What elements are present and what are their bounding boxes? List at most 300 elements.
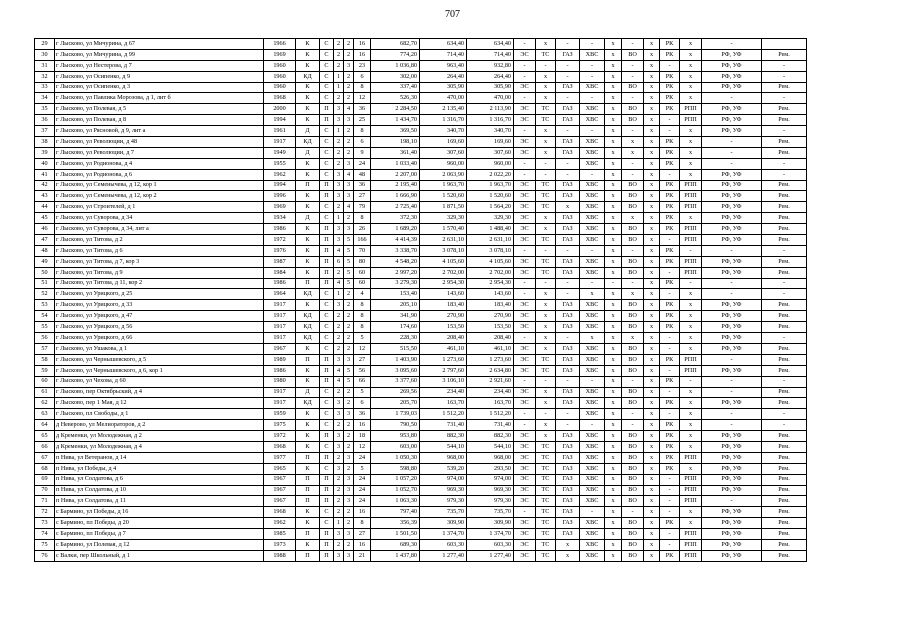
cell-entrances: 2 [334, 322, 344, 333]
table-row [35, 289, 807, 300]
cell-entrances: 2 [334, 539, 344, 550]
cell-residential-area: 3 078,10 [467, 245, 514, 256]
cell-entrances: 2 [334, 39, 344, 50]
cell-wall-type: Д [296, 126, 320, 137]
cell-heating: ТС [536, 115, 556, 126]
cell-material: С [320, 126, 334, 137]
cell-apartments: 21 [354, 550, 371, 561]
cell-water: - [580, 278, 605, 289]
cell-sewer: ВО [622, 398, 644, 409]
cell-power: - [514, 289, 536, 300]
cell-build-year: 1955 [264, 158, 296, 169]
cell-address: г Лысково, ул Чернышевского, д 5 [55, 354, 264, 365]
cell-gas: - [556, 71, 580, 82]
cell-water: ХВС [580, 158, 605, 169]
cell-build-year: 1994 [264, 180, 296, 191]
cell-living-area: 2 702,00 [420, 267, 467, 278]
cell-power: ЭС [514, 463, 536, 474]
cell-entrances: 2 [334, 474, 344, 485]
cell-floors: 3 [344, 496, 354, 507]
cell-heating: - [536, 158, 556, 169]
cell-hot-water: х [605, 485, 622, 496]
cell-stairs: РПП [680, 104, 702, 115]
cell-build-year: 1960 [264, 71, 296, 82]
cell-sewer2: х [644, 49, 660, 60]
cell-roof: РК [660, 104, 680, 115]
cell-material: С [320, 343, 334, 354]
cell-address: д Кременки, ул Молодежная, д 2 [55, 431, 264, 442]
cell-sewer: ВО [622, 224, 644, 235]
cell-build-year: 1972 [264, 431, 296, 442]
cell-sewer: х [622, 137, 644, 148]
cell-material: П [320, 485, 334, 496]
cell-material: С [320, 158, 334, 169]
cell-heating: ТС [536, 463, 556, 474]
cell-stairs: РПП [680, 115, 702, 126]
cell-heating: - [536, 245, 556, 256]
cell-wall-type: К [296, 169, 320, 180]
cell-apartments: 27 [354, 529, 371, 540]
cell-address: с Бармино, ул Победы, д 16 [55, 507, 264, 518]
cell-repair: Рем. [762, 365, 807, 376]
cell-residential-area: 340,70 [467, 126, 514, 137]
cell-sewer2: х [644, 267, 660, 278]
cell-build-year: 1968 [264, 441, 296, 452]
cell-heating: ТС [536, 365, 556, 376]
cell-build-year: 1969 [264, 49, 296, 60]
cell-sewer: - [622, 169, 644, 180]
cell-floors: 2 [344, 289, 354, 300]
cell-stairs: РПП [680, 202, 702, 213]
cell-address: г Лысково, ул Революции, д 7 [55, 147, 264, 158]
cell-material: С [320, 420, 334, 431]
cell-sewer: ВО [622, 539, 644, 550]
cell-entrances: 4 [334, 365, 344, 376]
cell-sewer: - [622, 376, 644, 387]
cell-roof: - [660, 496, 680, 507]
cell-stairs: х [680, 137, 702, 148]
cell-gas: ГАЗ [556, 82, 580, 93]
cell-heating: ТС [536, 485, 556, 496]
cell-row-number: 29 [35, 39, 55, 50]
cell-water: ХВС [580, 387, 605, 398]
cell-material: П [320, 191, 334, 202]
cell-floors: 2 [344, 322, 354, 333]
cell-wall-type: КД [296, 71, 320, 82]
cell-apartments: 6 [354, 71, 371, 82]
table-row [35, 180, 807, 191]
table-row [35, 376, 807, 387]
cell-total-area: 682,70 [371, 39, 420, 50]
cell-row-number: 36 [35, 115, 55, 126]
cell-wall-type: К [296, 267, 320, 278]
cell-gas: ГАЗ [556, 463, 580, 474]
cell-facade: РФ, УФ [702, 452, 762, 463]
cell-power: - [514, 420, 536, 431]
cell-wall-type: К [296, 49, 320, 60]
cell-repair: Рем. [762, 115, 807, 126]
cell-sewer2: х [644, 539, 660, 550]
table-row [35, 126, 807, 137]
cell-sewer2: х [644, 333, 660, 344]
cell-wall-type: Д [296, 387, 320, 398]
cell-living-area: 963,40 [420, 60, 467, 71]
cell-sewer: ВО [622, 518, 644, 529]
cell-sewer: ВО [622, 115, 644, 126]
cell-sewer: ВО [622, 354, 644, 365]
cell-material: С [320, 441, 334, 452]
cell-material: С [320, 82, 334, 93]
cell-roof: РК [660, 71, 680, 82]
cell-power: - [514, 126, 536, 137]
cell-total-area: 689,30 [371, 539, 420, 550]
cell-stairs: РПП [680, 550, 702, 561]
cell-stairs: х [680, 409, 702, 420]
cell-sewer: ВО [622, 441, 644, 452]
cell-entrances: 4 [334, 245, 344, 256]
cell-stairs: РПП [680, 235, 702, 246]
cell-wall-type: Д [296, 147, 320, 158]
cell-roof: РК [660, 202, 680, 213]
cell-facade: - [702, 245, 762, 256]
cell-water: ХВС [580, 496, 605, 507]
cell-entrances: 3 [334, 431, 344, 442]
cell-repair: Рем. [762, 550, 807, 561]
cell-sewer: ВО [622, 191, 644, 202]
cell-wall-type: П [296, 550, 320, 561]
cell-wall-type: КД [296, 333, 320, 344]
cell-stairs: - [680, 376, 702, 387]
cell-gas: ГАЗ [556, 496, 580, 507]
cell-wall-type: КД [296, 289, 320, 300]
cell-water: ХВС [580, 82, 605, 93]
cell-water: ХВС [580, 365, 605, 376]
cell-address: г Лысково, ул Рясновой, д 9, лит а [55, 126, 264, 137]
cell-hot-water: - [605, 278, 622, 289]
cell-sewer: - [622, 409, 644, 420]
cell-heating: ТС [536, 202, 556, 213]
cell-wall-type: К [296, 409, 320, 420]
cell-row-number: 44 [35, 202, 55, 213]
cell-living-area: 307,60 [420, 147, 467, 158]
cell-roof: РК [660, 452, 680, 463]
cell-row-number: 59 [35, 365, 55, 376]
cell-sewer: ВО [622, 104, 644, 115]
cell-power: ЭС [514, 529, 536, 540]
cell-repair: - [762, 60, 807, 71]
cell-gas: - [556, 39, 580, 50]
cell-hot-water: х [605, 376, 622, 387]
cell-living-area: 960,00 [420, 158, 467, 169]
cell-stairs: х [680, 431, 702, 442]
cell-roof: - [660, 529, 680, 540]
cell-heating: ТС [536, 507, 556, 518]
cell-build-year: 1968 [264, 93, 296, 104]
cell-apartments: 4 [354, 289, 371, 300]
cell-residential-area: 4 105,60 [467, 256, 514, 267]
cell-water: ХВС [580, 267, 605, 278]
cell-roof: РК [660, 82, 680, 93]
cell-sewer2: х [644, 365, 660, 376]
cell-row-number: 57 [35, 343, 55, 354]
cell-floors: 3 [344, 115, 354, 126]
cell-apartments: 24 [354, 496, 371, 507]
cell-roof: - [660, 387, 680, 398]
cell-floors: 3 [344, 550, 354, 561]
cell-living-area: 153,50 [420, 322, 467, 333]
table-row [35, 463, 807, 474]
cell-sewer2: х [644, 507, 660, 518]
cell-apartments: 8 [354, 518, 371, 529]
cell-stairs: х [680, 387, 702, 398]
cell-stairs: РПП [680, 354, 702, 365]
cell-build-year: 1959 [264, 409, 296, 420]
cell-hot-water: х [605, 343, 622, 354]
cell-gas: - [556, 289, 580, 300]
cell-entrances: 1 [334, 213, 344, 224]
table-row [35, 409, 807, 420]
cell-apartments: 8 [354, 300, 371, 311]
cell-residential-area: 735,70 [467, 507, 514, 518]
cell-residential-area: 979,30 [467, 496, 514, 507]
cell-hot-water: х [605, 387, 622, 398]
cell-residential-area: 1 374,70 [467, 529, 514, 540]
cell-gas: ГАЗ [556, 354, 580, 365]
cell-roof: РК [660, 137, 680, 148]
cell-water: ХВС [580, 115, 605, 126]
cell-apartments: 24 [354, 158, 371, 169]
cell-roof: РК [660, 147, 680, 158]
cell-heating: - [536, 169, 556, 180]
cell-apartments: 27 [354, 354, 371, 365]
cell-facade: РФ, УФ [702, 267, 762, 278]
cell-heating: х [536, 322, 556, 333]
cell-facade: - [702, 137, 762, 148]
cell-heating: х [536, 387, 556, 398]
cell-apartments: 16 [354, 39, 371, 50]
cell-material: П [320, 245, 334, 256]
cell-build-year: 1962 [264, 169, 296, 180]
cell-roof: РК [660, 431, 680, 442]
cell-water: ХВС [580, 180, 605, 191]
cell-apartments: 48 [354, 169, 371, 180]
cell-residential-area: 234,40 [467, 387, 514, 398]
cell-living-area: 1 277,40 [420, 550, 467, 561]
cell-floors: 3 [344, 529, 354, 540]
cell-living-area: 979,30 [420, 496, 467, 507]
cell-roof: - [660, 169, 680, 180]
cell-address: п Нива, ул Солдатова, д 10 [55, 485, 264, 496]
cell-repair: - [762, 409, 807, 420]
cell-address: г Лысково, ул Чернышевского, д 6, кор 1 [55, 365, 264, 376]
cell-wall-type: КД [296, 311, 320, 322]
cell-hot-water: х [605, 322, 622, 333]
cell-apartments: 36 [354, 104, 371, 115]
cell-material: П [320, 115, 334, 126]
cell-build-year: 1986 [264, 278, 296, 289]
cell-wall-type: К [296, 300, 320, 311]
cell-row-number: 72 [35, 507, 55, 518]
cell-facade: РФ, УФ [702, 398, 762, 409]
cell-apartments: 25 [354, 115, 371, 126]
cell-hot-water: х [605, 496, 622, 507]
cell-power: ЭС [514, 539, 536, 550]
cell-roof: - [660, 507, 680, 518]
cell-entrances: 2 [334, 496, 344, 507]
cell-address: г Лысково, ул Нестерова, д 7 [55, 60, 264, 71]
cell-stairs: х [680, 60, 702, 71]
table-row [35, 365, 807, 376]
cell-roof: - [660, 126, 680, 137]
cell-floors: 2 [344, 398, 354, 409]
cell-sewer2: х [644, 463, 660, 474]
cell-water: - [580, 507, 605, 518]
cell-entrances: 6 [334, 256, 344, 267]
cell-sewer: х [622, 147, 644, 158]
cell-build-year: 1966 [264, 39, 296, 50]
cell-apartments: 9 [354, 147, 371, 158]
cell-power: - [514, 60, 536, 71]
table-row [35, 452, 807, 463]
cell-living-area: 208,40 [420, 333, 467, 344]
cell-entrances: 3 [334, 441, 344, 452]
cell-entrances: 3 [334, 550, 344, 561]
table-row [35, 104, 807, 115]
cell-roof: РК [660, 39, 680, 50]
cell-wall-type: П [296, 529, 320, 540]
cell-apartments: 26 [354, 224, 371, 235]
cell-row-number: 64 [35, 420, 55, 431]
cell-facade: РФ, УФ [702, 507, 762, 518]
cell-wall-type: К [296, 518, 320, 529]
cell-wall-type: К [296, 343, 320, 354]
table-row [35, 420, 807, 431]
cell-power: - [514, 333, 536, 344]
cell-material: П [320, 104, 334, 115]
cell-floors: 3 [344, 60, 354, 71]
cell-repair: Рем. [762, 137, 807, 148]
cell-build-year: 1987 [264, 256, 296, 267]
cell-stairs: РПП [680, 496, 702, 507]
cell-heating: х [536, 343, 556, 354]
cell-wall-type: К [296, 115, 320, 126]
cell-apartments: 18 [354, 431, 371, 442]
cell-gas: ГАЗ [556, 147, 580, 158]
cell-gas: ГАЗ [556, 441, 580, 452]
cell-gas: ГАЗ [556, 267, 580, 278]
cell-gas: ГАЗ [556, 137, 580, 148]
cell-floors: 2 [344, 49, 354, 60]
cell-sewer2: х [644, 431, 660, 442]
cell-power: ЭС [514, 452, 536, 463]
cell-wall-type: П [296, 278, 320, 289]
cell-sewer2: х [644, 289, 660, 300]
cell-stairs: х [680, 93, 702, 104]
cell-floors: 5 [344, 376, 354, 387]
cell-heating: ТС [536, 191, 556, 202]
cell-address: г Лысково, ул Ушакова, д 1 [55, 343, 264, 354]
cell-address: с Бармино, пл Победы, д 7 [55, 529, 264, 540]
cell-address: г Лысково, ул Урицкого, д 56 [55, 322, 264, 333]
cell-row-number: 51 [35, 278, 55, 289]
cell-total-area: 1 739,03 [371, 409, 420, 420]
cell-stairs: х [680, 147, 702, 158]
cell-entrances: 2 [334, 137, 344, 148]
cell-water: ХВС [580, 398, 605, 409]
cell-water: ХВС [580, 409, 605, 420]
cell-stairs: х [680, 82, 702, 93]
cell-residential-area: 309,90 [467, 518, 514, 529]
cell-stairs: х [680, 333, 702, 344]
cell-gas: ГАЗ [556, 387, 580, 398]
cell-apartments: 5 [354, 333, 371, 344]
cell-sewer2: х [644, 485, 660, 496]
cell-facade: - [702, 496, 762, 507]
cell-entrances: 2 [334, 49, 344, 60]
cell-apartments: 80 [354, 256, 371, 267]
cell-floors: 2 [344, 82, 354, 93]
cell-wall-type: П [296, 496, 320, 507]
cell-residential-area: 1 963,70 [467, 180, 514, 191]
cell-power: ЭС [514, 431, 536, 442]
cell-floors: 2 [344, 507, 354, 518]
cell-sewer: - [622, 71, 644, 82]
cell-power: ЭС [514, 82, 536, 93]
cell-facade: РФ, УФ [702, 202, 762, 213]
cell-total-area: 228,30 [371, 333, 420, 344]
cell-row-number: 54 [35, 311, 55, 322]
cell-roof: РК [660, 49, 680, 60]
cell-floors: 2 [344, 333, 354, 344]
cell-heating: ТС [536, 235, 556, 246]
cell-sewer2: х [644, 213, 660, 224]
cell-repair: Рем. [762, 518, 807, 529]
cell-address: г Лысково, ул Родионова, д 4 [55, 158, 264, 169]
table-row [35, 518, 807, 529]
cell-build-year: 1980 [264, 376, 296, 387]
cell-power: ЭС [514, 235, 536, 246]
cell-material: П [320, 224, 334, 235]
cell-total-area: 1 063,30 [371, 496, 420, 507]
cell-hot-water: х [605, 550, 622, 561]
cell-row-number: 58 [35, 354, 55, 365]
cell-sewer: ВО [622, 343, 644, 354]
cell-apartments: 5 [354, 387, 371, 398]
cell-build-year: 1949 [264, 147, 296, 158]
cell-apartments: 6 [354, 137, 371, 148]
cell-row-number: 33 [35, 82, 55, 93]
cell-entrances: 3 [334, 463, 344, 474]
cell-sewer2: х [644, 137, 660, 148]
housing-register-table [34, 38, 807, 562]
cell-roof: РК [660, 311, 680, 322]
cell-water: - [580, 126, 605, 137]
cell-total-area: 1 437,80 [371, 550, 420, 561]
cell-row-number: 66 [35, 441, 55, 452]
cell-entrances: 3 [334, 104, 344, 115]
cell-heating: ТС [536, 49, 556, 60]
cell-address: с Валки, пер Школьный, д 1 [55, 550, 264, 561]
cell-power: ЭС [514, 191, 536, 202]
cell-row-number: 65 [35, 431, 55, 442]
cell-residential-area: 969,30 [467, 485, 514, 496]
table-row [35, 158, 807, 169]
cell-facade: РФ, УФ [702, 104, 762, 115]
cell-apartments: 8 [354, 126, 371, 137]
cell-entrances: 1 [334, 71, 344, 82]
cell-water: ХВС [580, 539, 605, 550]
cell-sewer2: х [644, 529, 660, 540]
